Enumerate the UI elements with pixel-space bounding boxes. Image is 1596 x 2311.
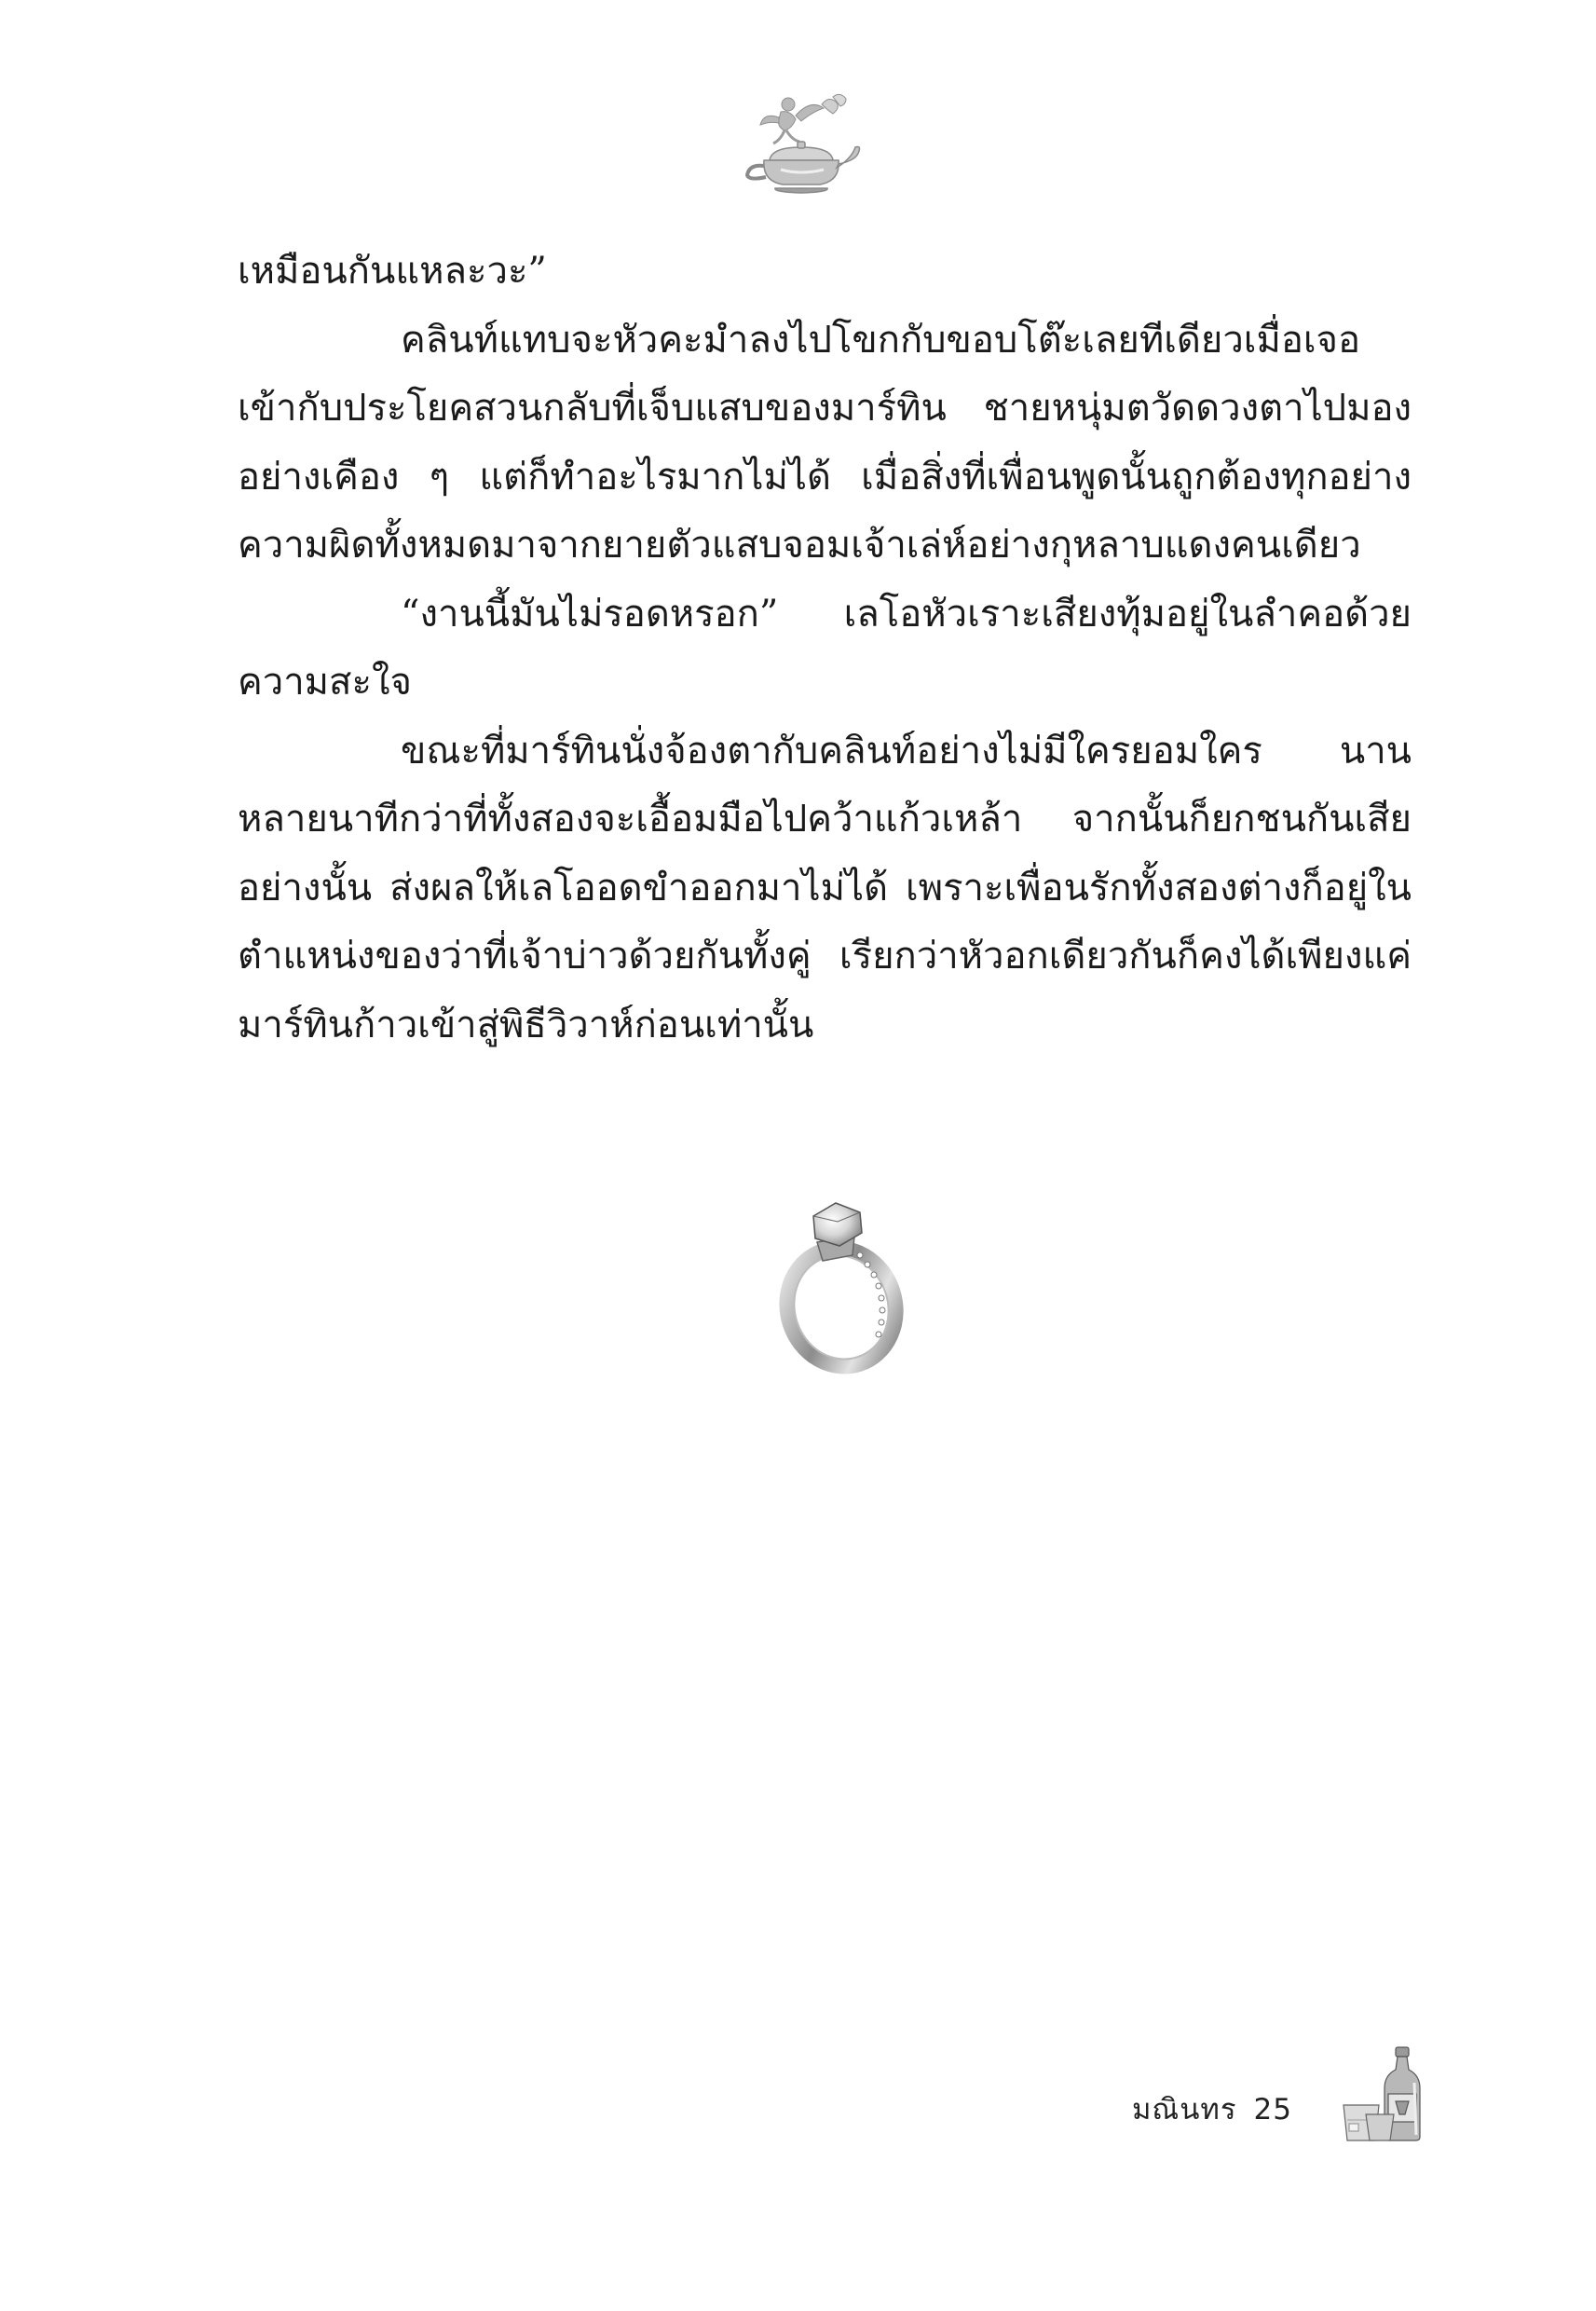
whiskey-bottle-icon [1342,2045,1439,2143]
page-number: 25 [1253,2093,1292,2126]
cupid-teapot-icon [743,91,865,194]
diamond-ring-icon [769,1188,908,1374]
paragraph: “งานนี้มันไม่รอดหรอก” เลโอหัวเราะเสียงทุ้มอยู่ในลำคอด้วยความสะใจ [238,592,1412,704]
author-name: มณินทร [1132,2093,1237,2126]
paragraph: เหมือนกันแหละวะ” [238,250,547,293]
paragraph: คลินท์แทบจะหัวคะมำลงไปโขกกับขอบโต๊ะเลยทีเดียวเมื่อเจอเข้ากับประโยคสวนกลับที่เจ็บแสบของมาร์ทิน ชายหนุ่มตวัดดวงตาไปมองอย่างเคือง ๆ แต่ก็ทำอะไรมากไม่ได้ เมื่อสิ่งที่เพื่อนพูดนั้นถูกต้องทุกอย่าง ความผิดทั้งหมดมาจากยายตัวแสบจอมเจ้าเล่ห์อย่างกุหลาบแดงคนเดียว [238,318,1412,567]
paragraph: ขณะที่มาร์ทินนั่งจ้องตากับคลินท์อย่างไม่มีใครยอมใคร นานหลายนาทีกว่าที่ทั้งสองจะเอื้อมมือไปคว้าแก้วเหล้า จากนั้นก็ยกชนกันเสียอย่างนั้น ส่งผลให้เลโออดขำออกมาไม่ได้ เพราะเพื่อนรักทั้งสองต่างก็อยู่ในตำแหน่งของว่าที่เจ้าบ่าวด้วยกันทั้งคู่ เรียกว่าหัวอกเดียวกันก็คงได้เพียงแค่มาร์ทินก้าวเข้าสู่พิธีวิวาห์ก่อนเท่านั้น [238,729,1412,1046]
page-footer [1132,2085,1292,2132]
body-text [238,238,1412,1060]
